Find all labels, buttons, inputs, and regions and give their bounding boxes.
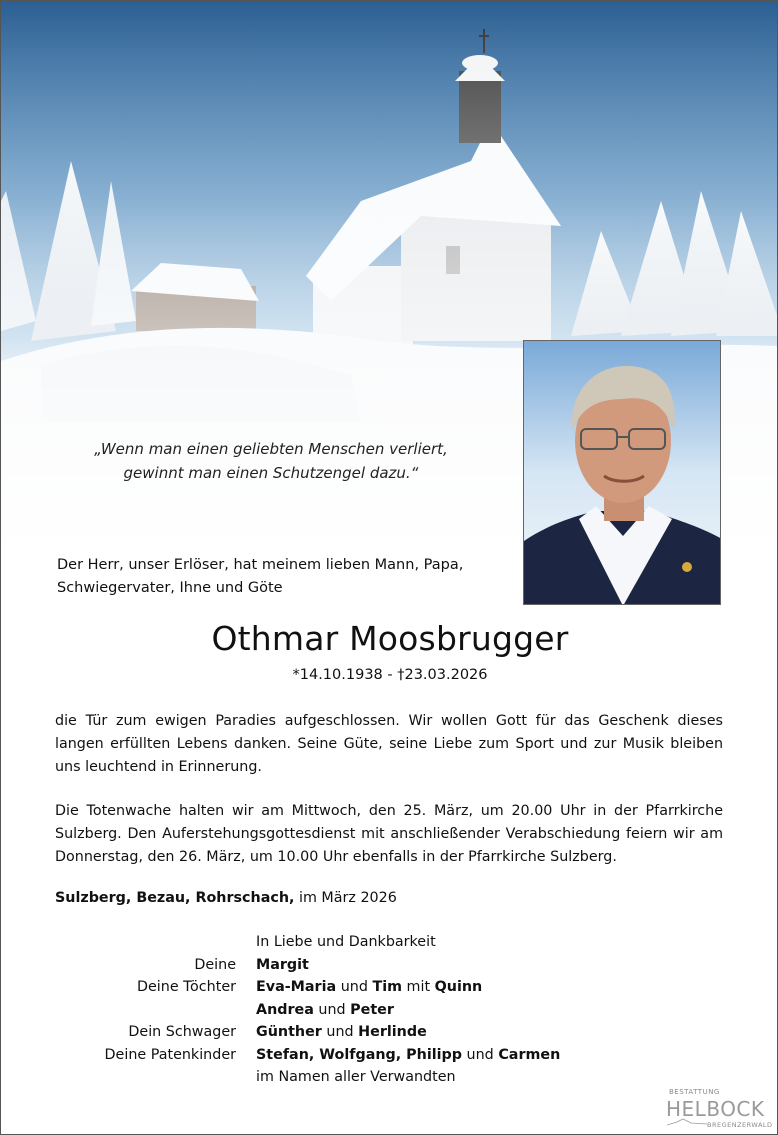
connector-text: und [321, 1024, 359, 1040]
quote-line-2: gewinnt man einen Schutzengel dazu.“ [123, 464, 419, 482]
family-row [1, 1047, 778, 1070]
family-name: Günther [256, 1024, 322, 1040]
family-name: Carmen [498, 1046, 561, 1063]
family-row [1, 1024, 778, 1047]
signoff-date: im März 2026 [294, 890, 397, 906]
family-name: Herlinde [358, 1024, 427, 1040]
family-row [1, 979, 778, 1002]
family-name: Andrea [256, 1001, 314, 1018]
mountain-icon [667, 1118, 707, 1126]
memorial-quote [61, 437, 481, 485]
deceased-name: Othmar Moosbrugger [211, 619, 569, 658]
family-name: Peter [350, 1001, 394, 1018]
life-dates: *14.10.1938 - †23.03.2026 [292, 667, 488, 683]
intro-line-2: Schwiegervater, Ihne und Göte [57, 580, 283, 596]
family-name: Margit [256, 956, 309, 973]
family-names [256, 1002, 394, 1018]
connector-text: und [462, 1046, 499, 1063]
family-relation-label: Deine Töchter [137, 979, 236, 995]
portrait-photo [523, 340, 721, 605]
family-row [1, 957, 778, 980]
family-relation-label: Deine [194, 956, 236, 973]
family-name: Tim [372, 979, 403, 995]
logo-name: HELBOCK [666, 1097, 765, 1121]
intro-text [57, 554, 507, 600]
portrait-illustration [524, 341, 721, 605]
connector-text: und [313, 1001, 351, 1018]
family-names [256, 957, 309, 973]
family-closing: im Namen aller Verwandten [256, 1069, 456, 1085]
family-name: Eva-Maria [256, 979, 337, 995]
logo-tagline: BESTATTUNG [669, 1088, 720, 1096]
funeral-home-logo [663, 1088, 775, 1134]
paragraph-service-details: Die Totenwache halten wir am Mittwoch, den 25. März, um 20.00 Uhr in der Pfarrkirche Sulzberg. Den Auferstehungsgottesdienst mit anschließender Verabschiedung feiern wir am Donnerstag, den 26. März, um 10.00 Uhr ebenfalls in der Pfarrkirche Sulzberg. [55, 803, 723, 865]
family-row [1, 1002, 778, 1025]
family-mourners-list [1, 934, 778, 1092]
connector-text: mit [402, 979, 435, 995]
logo-region: BREGENZERWALD [707, 1121, 773, 1129]
family-names [256, 1047, 560, 1063]
connector-text: und [336, 979, 373, 995]
family-names [256, 979, 482, 995]
family-heading: In Liebe und Dankbarkeit [256, 934, 436, 950]
family-name: Quinn [434, 979, 483, 995]
quote-line-1: „Wenn man einen geliebten Menschen verliert, [94, 440, 448, 458]
family-names [256, 1024, 427, 1040]
signoff-places: Sulzberg, Bezau, Rohrschach, [55, 890, 295, 906]
family-heading-row [1, 934, 778, 957]
intro-line-1: Der Herr, unser Erlöser, hat meinem lieben Mann, Papa, [57, 557, 464, 573]
family-relation-label: Deine Patenkinder [104, 1046, 236, 1063]
family-closing-row [1, 1069, 778, 1092]
family-relation-label: Dein Schwager [128, 1024, 236, 1040]
paragraph-gratitude: die Tür zum ewigen Paradies aufgeschlossen. Wir wollen Gott für das Geschenk dieses langen erfüllten Lebens danken. Seine Güte, seine Liebe zum Sport und zur Musik bleiben uns leuchtend in Erinnerung. [55, 713, 723, 775]
family-name: Stefan, Wolfgang, Philipp [256, 1046, 463, 1063]
signoff-line [55, 890, 397, 906]
